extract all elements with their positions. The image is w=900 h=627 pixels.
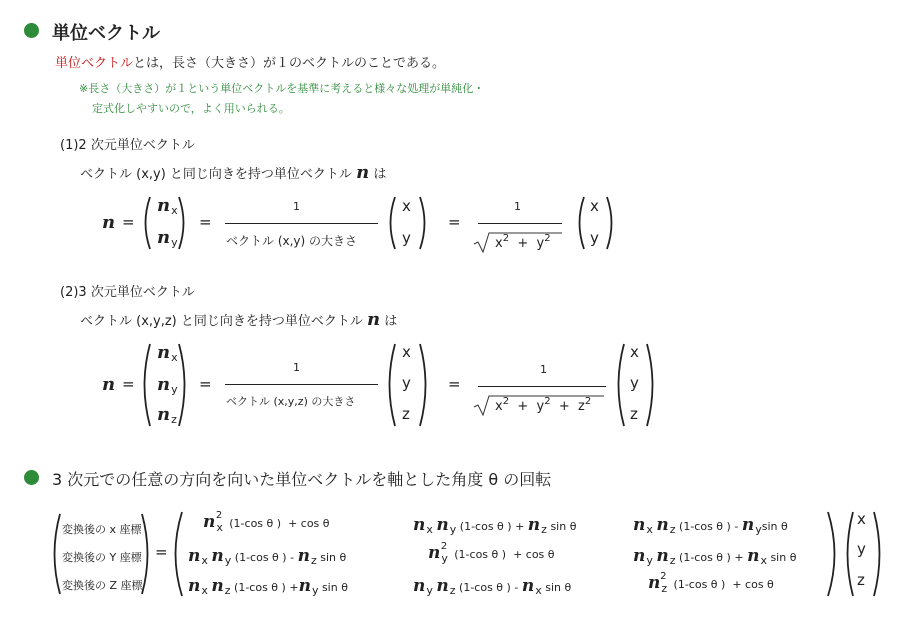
eq3d-eq2: =: [199, 375, 212, 393]
rot-vec-right-paren: [872, 510, 884, 598]
intro-term: 単位ベクトル: [55, 56, 134, 71]
eq3d-frac1-num: 1: [293, 361, 300, 374]
eq3d-eq3: =: [448, 375, 461, 393]
section-bullet-icon: [24, 470, 39, 485]
eq2d-frac1-num: 1: [293, 200, 300, 213]
rot-lhs-y: 変換後の Y 座標: [62, 551, 142, 564]
eq2d-eq2: =: [199, 213, 212, 231]
eq3d-frac1-den: ベクトル (x,y,z) の大きさ: [226, 395, 356, 408]
eq3d-right-paren-1: [177, 342, 189, 428]
eq3d-nz: $n_z$: [157, 404, 177, 426]
rot-lhs-right-paren: [140, 512, 152, 596]
desc-2d-prefix: ベクトル (x,y) と同じ向きを持つ単位ベクトル: [80, 167, 352, 182]
section-bullet-icon: [24, 23, 39, 38]
eq3d-vec2-y: y: [630, 374, 639, 392]
rot-m31: nx nz (1-cos θ ) +ny sin θ: [188, 576, 348, 597]
eq3d-frac1-line: [225, 384, 378, 385]
eq2d-eq1: =: [122, 213, 135, 231]
desc-3d-n: n: [367, 309, 381, 330]
eq2d-frac2-line: [478, 223, 562, 224]
eq2d-frac1-den: ベクトル (x,y) の大きさ: [226, 234, 358, 248]
eq2d-right-paren-3: [605, 195, 617, 251]
rot-m32: ny nz (1-cos θ ) - nx sin θ: [413, 576, 572, 597]
intro-rest: とは，長さ（大きさ）が１のベクトルのことである。: [133, 56, 446, 71]
note-line-1: ※長さ（大きさ）が１という単位ベクトルを基準に考えると様々な処理が単純化・: [79, 82, 485, 95]
eq3d-nx: $n_x$: [157, 342, 178, 364]
eq2d-nx: $n_x$: [157, 195, 178, 217]
rot-lhs-left-paren: [50, 512, 62, 596]
rot-lhs-x: 変換後の x 座標: [62, 523, 142, 536]
rot-vec-left-paren: [843, 510, 855, 598]
rot-vec-y: y: [857, 540, 866, 558]
eq3d-frac2-line: [478, 386, 606, 387]
eq2d-sqrt-content: $x^2 + y^2$: [495, 233, 551, 251]
rot-m21: nx ny (1-cos θ ) - nz sin θ: [188, 546, 347, 567]
rot-m12: nx ny (1-cos θ ) + nz sin θ: [413, 515, 577, 536]
heading-2d: (1)2 次元単位ベクトル: [60, 138, 195, 153]
eq3d-vec2-x: x: [630, 343, 639, 361]
rot-m11: nx2 (1-cos θ ) + cos θ: [203, 510, 330, 534]
rot-matrix-right-paren: [826, 510, 840, 598]
eq3d-vec1-z: z: [402, 405, 410, 423]
eq3d-vec1-y: y: [402, 374, 411, 392]
intro-text: [55, 52, 445, 71]
eq2d-left-paren-2: [385, 195, 397, 251]
rot-lhs-z: 変換後の Z 座標: [62, 579, 143, 592]
rot-m22: ny2 (1-cos θ ) + cos θ: [428, 541, 555, 565]
eq2d-ny: $n_y$: [157, 227, 178, 249]
desc-3d-suffix: は: [384, 314, 398, 329]
eq2d-vec2-y: y: [590, 229, 599, 247]
eq2d-frac2-num: 1: [514, 200, 521, 213]
eq2d-right-paren-2: [418, 195, 430, 251]
desc-2d-n: n: [356, 162, 370, 183]
rot-m33: nz2 (1-cos θ ) + cos θ: [648, 571, 774, 595]
eq3d-frac2-num: 1: [540, 363, 547, 376]
eq3d-left-paren-3: [614, 342, 626, 428]
eq3d-ny: $n_y$: [157, 374, 178, 396]
rot-matrix-left-paren: [170, 510, 184, 598]
eq2d-right-paren-1: [177, 195, 189, 251]
eq3d-eq1: =: [122, 375, 135, 393]
eq3d-right-paren-2: [418, 342, 430, 428]
heading-3d: (2)3 次元単位ベクトル: [60, 285, 195, 300]
rot-eq: =: [155, 543, 168, 561]
eq3d-left-paren-1: [140, 342, 152, 428]
eq2d-frac1-line: [225, 223, 378, 224]
desc-2d: [80, 162, 386, 183]
eq2d-left-paren-3: [574, 195, 586, 251]
eq3d-lhs-n: n: [102, 374, 116, 395]
section-title-rotation: 3 次元での任意の方向を向いた単位ベクトルを軸とした角度 θ の回転: [52, 470, 552, 489]
eq2d-vec2-x: x: [590, 197, 599, 215]
rot-vec-z: z: [857, 571, 865, 589]
desc-3d-prefix: ベクトル (x,y,z) と同じ向きを持つ単位ベクトル: [80, 314, 363, 329]
eq2d-vec1-y: y: [402, 229, 411, 247]
note-line-2: 定式化しやすいので，よく用いられる。: [92, 102, 290, 115]
rot-m13: nx nz (1-cos θ ) - nysin θ: [633, 515, 788, 536]
eq3d-sqrt-content: $x^2 + y^2 + z^2$: [495, 396, 592, 414]
eq2d-eq3: =: [448, 213, 461, 231]
rot-m23: ny nz (1-cos θ ) + nx sin θ: [633, 546, 797, 567]
rot-vec-x: x: [857, 510, 866, 528]
eq2d-left-paren-1: [140, 195, 152, 251]
eq3d-vec2-z: z: [630, 405, 638, 423]
eq3d-left-paren-2: [385, 342, 397, 428]
eq3d-right-paren-3: [645, 342, 657, 428]
eq2d-vec1-x: x: [402, 197, 411, 215]
eq2d-lhs-n: n: [102, 212, 116, 233]
desc-2d-suffix: は: [373, 167, 387, 182]
section-title-unit-vector: 単位ベクトル: [52, 23, 160, 44]
desc-3d: [80, 309, 397, 330]
eq3d-vec1-x: x: [402, 343, 411, 361]
